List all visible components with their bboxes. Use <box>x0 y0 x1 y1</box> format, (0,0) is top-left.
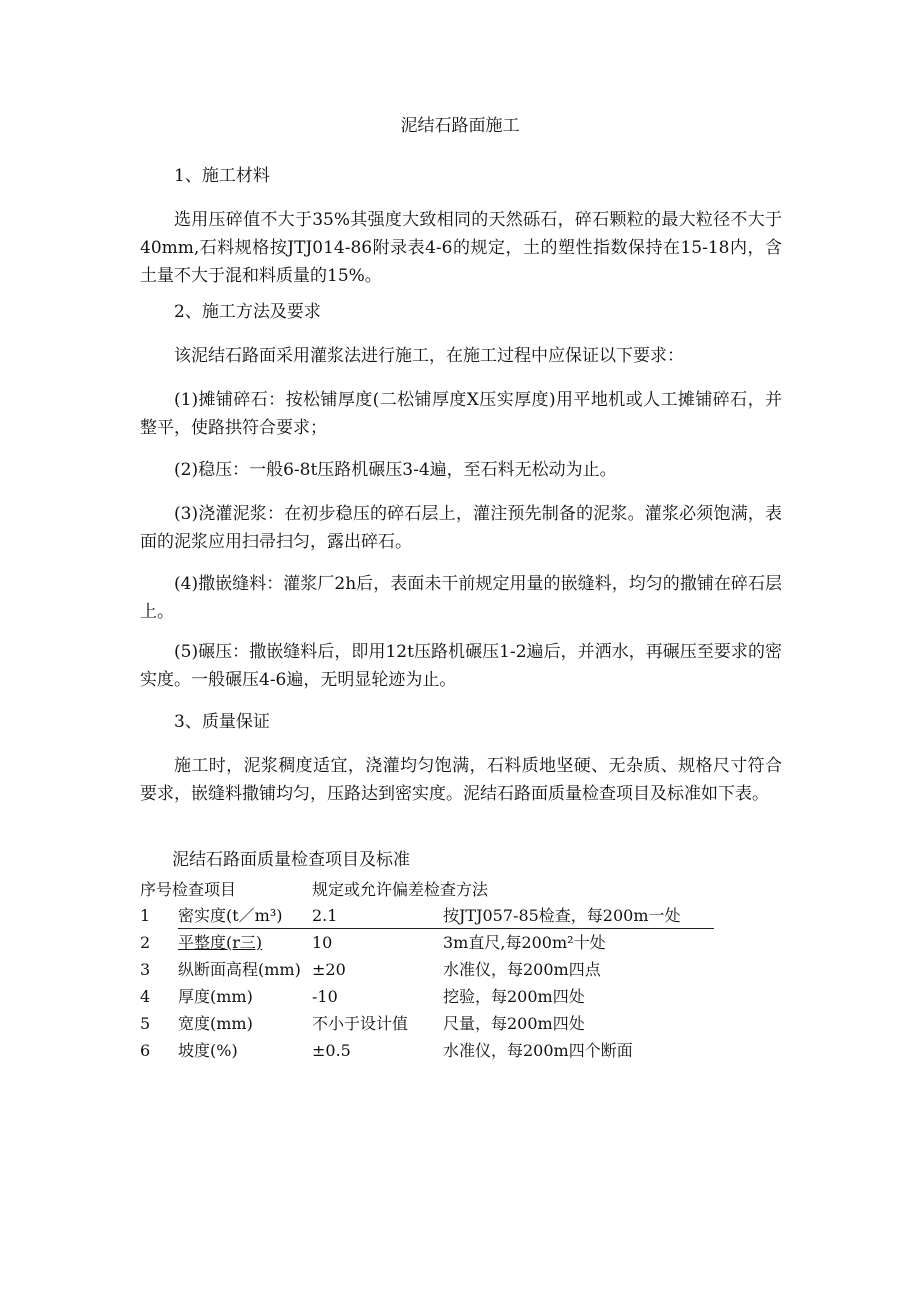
table-rule-line <box>178 928 714 929</box>
table-caption: 泥结石路面质量检查项目及标准 <box>172 850 410 870</box>
paragraph-step-grouting: (3)浇灌泥浆：在初步稳压的碎石层上，灌注预先制备的泥浆。灌浆必须饱满，表面的泥浆应用扫帚扫匀，露出碎石。 <box>140 504 782 552</box>
row-item: 密实度(t／m³) <box>178 906 283 925</box>
section-heading-methods: 2、施工方法及要求 <box>174 302 321 322</box>
paragraph-step-spreading: (1)摊铺碎石：按松铺厚度(二松铺厚度X压实厚度)用平地机或人工摊铺碎石，并整平，使路拱符合要求； <box>140 390 782 438</box>
paragraph-materials: 选用压碎值不大于35%其强度大致相同的天然砾石，碎石颗粒的最大粒径不大于40mm,石料规格按JTJ014-86附录表4-6的规定，土的塑性指数保持在15-18内，含土量不大于混和料质量的15%。 <box>140 210 782 286</box>
row-number: 2 <box>140 933 151 952</box>
row-standard: ±20 <box>312 960 346 979</box>
row-method: 尺量，每200m四处 <box>443 1014 585 1033</box>
row-item: 坡度(%) <box>178 1041 238 1060</box>
row-method: 挖验，每200m四处 <box>443 987 585 1006</box>
row-item: 纵断面高程(mm) <box>178 960 301 979</box>
row-item: 宽度(mm) <box>178 1014 253 1033</box>
row-method: 3m直尺,每200m²十处 <box>443 933 606 952</box>
table-header-left: 序号检查项目 <box>140 880 237 899</box>
section-heading-materials: 1、施工材料 <box>174 166 270 186</box>
row-number: 5 <box>140 1014 151 1033</box>
section-heading-quality: 3、质量保证 <box>174 712 270 732</box>
row-method: 水准仪，每200m四个断面 <box>443 1041 633 1060</box>
row-standard: ±0.5 <box>312 1041 351 1060</box>
row-item: 平整度(r三) <box>178 933 263 952</box>
paragraph-quality: 施工时，泥浆稠度适宜，浇灌均匀饱满，石料质地坚硬、无杂质、规格尺寸符合要求，嵌缝料撒铺均匀，压路达到密实度。泥结石路面质量检查项目及标准如下表。 <box>140 756 782 804</box>
document-title: 泥结石路面施工 <box>400 116 520 136</box>
row-item: 厚度(mm) <box>178 987 253 1006</box>
paragraph-step-joint-filler: (4)撒嵌缝料：灌浆厂2h后，表面未干前规定用量的嵌缝料，均匀的撒铺在碎石层上。 <box>140 574 782 622</box>
row-number: 4 <box>140 987 151 1006</box>
row-standard: 10 <box>312 933 333 952</box>
row-method: 按JTJ057-85检查，每200m一处 <box>443 906 681 925</box>
row-number: 1 <box>140 906 151 925</box>
row-number: 3 <box>140 960 151 979</box>
row-standard: 不小于设计值 <box>312 1014 409 1033</box>
paragraph-step-stabilizing: (2)稳压：一般6-8t压路机碾压3-4遍，至石料无松动为止。 <box>174 460 617 480</box>
paragraph-methods-intro: 该泥结石路面采用灌浆法进行施工，在施工过程中应保证以下要求： <box>174 346 684 366</box>
row-standard: 2.1 <box>312 906 338 925</box>
row-method: 水准仪，每200m四点 <box>443 960 601 979</box>
row-standard: -10 <box>312 987 338 1006</box>
paragraph-step-rolling: (5)碾压：撒嵌缝料后，即用12t压路机碾压1-2遍后，并洒水，再碾压至要求的密实度。一般碾压4-6遍，无明显轮迹为止。 <box>140 642 782 690</box>
row-number: 6 <box>140 1041 151 1060</box>
table-header-right: 规定或允许偏差检查方法 <box>312 880 489 899</box>
